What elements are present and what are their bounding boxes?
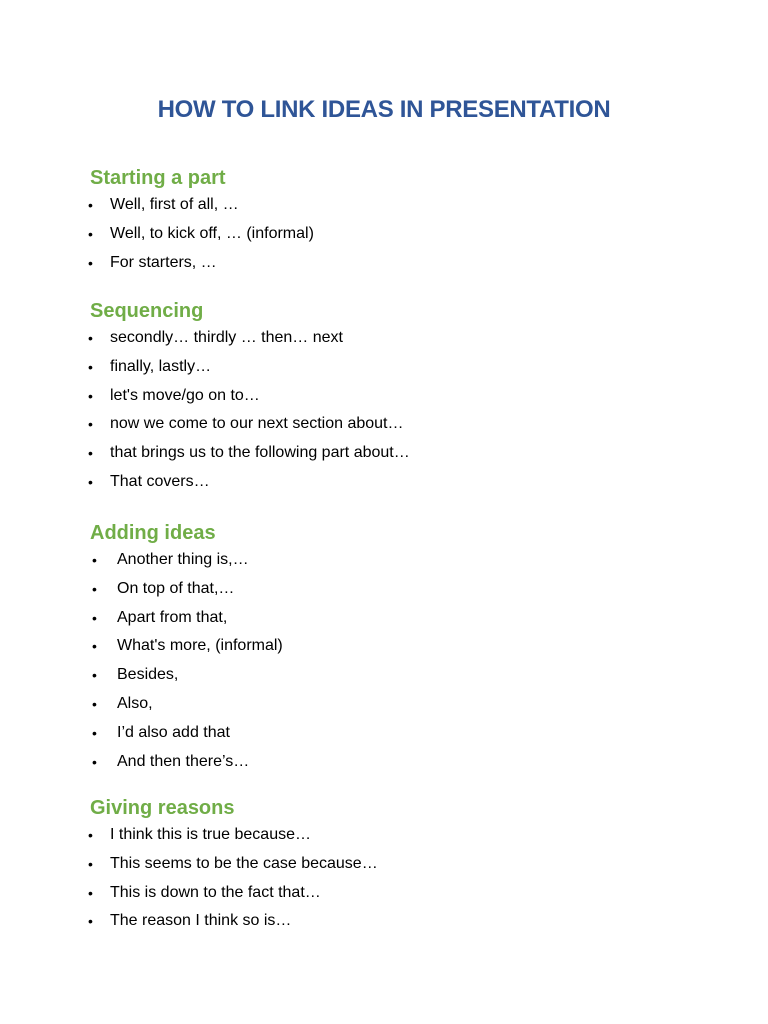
list-item-text: And then there’s… (117, 752, 250, 770)
section-starting-a-part (90, 165, 730, 277)
list-item-text: that brings us to the following part about… (110, 444, 410, 462)
list-item-text: The reason I think so is… (110, 912, 292, 930)
document-title: HOW TO LINK IDEAS IN PRESENTATION (157, 96, 611, 123)
bullet-list (90, 546, 730, 776)
bullet-icon: • (92, 552, 97, 568)
bullet-icon: • (88, 913, 93, 930)
section-sequencing (90, 298, 730, 497)
list-item-text: This is down to the fact that… (110, 883, 321, 901)
list-item-text: Besides, (117, 666, 179, 684)
section-heading: Starting a part (90, 167, 226, 189)
bullet-icon: • (88, 254, 93, 271)
bullet-icon: • (88, 330, 93, 346)
list-item (90, 191, 730, 220)
bullet-icon: • (88, 884, 93, 901)
list-item (90, 632, 730, 661)
list-item (90, 324, 730, 353)
bullet-icon: • (92, 695, 97, 712)
list-item-text: I’d also add that (117, 723, 230, 741)
list-item (90, 748, 730, 777)
list-item (90, 353, 730, 382)
list-item (90, 410, 730, 439)
list-item (90, 546, 730, 575)
bullet-icon: • (88, 358, 93, 375)
bullet-list (90, 821, 730, 936)
list-item (90, 439, 730, 468)
bullet-icon: • (88, 197, 93, 213)
list-item-text: Well, first of all, … (110, 196, 239, 213)
section-giving-reasons (90, 795, 730, 936)
list-item-text: On top of that,… (117, 579, 235, 597)
list-item-text: Apart from that, (117, 608, 228, 626)
list-item-text: Another thing is,… (117, 551, 249, 568)
bullet-icon: • (92, 753, 97, 770)
list-item-text: That covers… (110, 472, 210, 490)
list-item-text: secondly… thirdly … then… next (110, 329, 343, 346)
bullet-list (90, 191, 730, 277)
bullet-icon: • (88, 827, 93, 843)
list-item (90, 604, 730, 633)
bullet-icon: • (88, 473, 93, 490)
list-item (90, 220, 730, 249)
list-item-text: This seems to be the case because… (110, 854, 378, 872)
list-item-text: What's more, (informal) (117, 637, 283, 655)
bullet-icon: • (92, 580, 97, 597)
bullet-icon: • (92, 609, 97, 626)
list-item (90, 575, 730, 604)
list-item (90, 249, 730, 278)
section-heading: Adding ideas (90, 522, 216, 544)
list-item-text: Well, to kick off, … (informal) (110, 224, 314, 242)
list-item (90, 661, 730, 690)
bullet-icon: • (92, 667, 97, 684)
list-item (90, 879, 730, 908)
bullet-icon: • (88, 855, 93, 872)
list-item (90, 468, 730, 497)
list-item (90, 382, 730, 411)
bullet-icon: • (92, 638, 97, 655)
list-item-text: now we come to our next section about… (110, 415, 404, 433)
list-item-text: finally, lastly… (110, 357, 212, 375)
section-heading: Sequencing (90, 300, 204, 322)
bullet-icon: • (88, 225, 93, 242)
list-item (90, 719, 730, 748)
list-item (90, 850, 730, 879)
section-heading: Giving reasons (90, 797, 235, 819)
bullet-list (90, 324, 730, 497)
list-item-text: Also, (117, 694, 153, 712)
section-adding-ideas (90, 520, 730, 776)
bullet-icon: • (88, 445, 93, 462)
bullet-icon: • (88, 416, 93, 433)
list-item-text: For starters, … (110, 253, 217, 271)
list-item (90, 690, 730, 719)
list-item (90, 907, 730, 936)
bullet-icon: • (88, 387, 93, 404)
list-item-text: I think this is true because… (110, 826, 311, 843)
bullet-icon: • (92, 724, 97, 741)
list-item-text: let's move/go on to… (110, 386, 260, 404)
list-item (90, 821, 730, 850)
